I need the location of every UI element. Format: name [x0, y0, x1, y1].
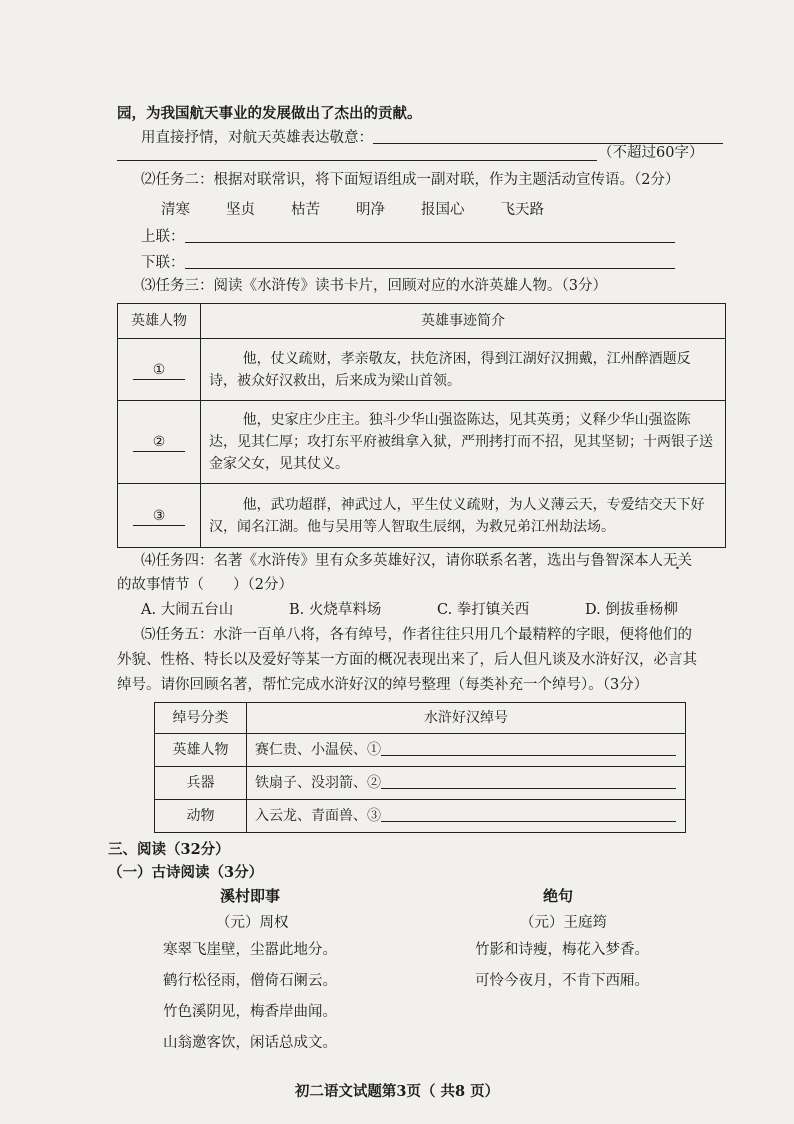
poem2-line-1: 竹影和诗瘦，梅花入梦香。 [475, 942, 649, 958]
nickname-table [154, 702, 686, 833]
upper-couplet [141, 227, 675, 247]
poem2-title: 绝句 [543, 887, 574, 905]
category-2: 兵器 [155, 767, 247, 800]
lower-blank[interactable] [185, 253, 675, 269]
nickname-list-2: 铁扇子、没羽箭、② [255, 775, 381, 791]
lower-label: 下联： [141, 255, 185, 271]
task4-line-2: 的故事情节（ ）（2分） [117, 577, 293, 593]
nickname-list-1: 赛仁贵、小温侯、① [255, 742, 381, 758]
answer-line[interactable] [117, 160, 597, 161]
task4-emphasis: 无关 [663, 553, 692, 569]
header-hero: 英雄人物 [118, 304, 201, 339]
header-nicknames: 水浒好汉绰号 [247, 703, 686, 734]
answer-blank[interactable] [373, 128, 723, 144]
word-6: 飞天路 [500, 202, 544, 218]
hero-1-cell [118, 339, 201, 401]
nickname-list-3: 入云龙、青面兽、③ [255, 808, 381, 824]
hero-2-cell [118, 401, 201, 484]
nickname-blank-1[interactable] [381, 740, 676, 756]
poem1-line-2: 鹤行松径雨，僧倚石阑云。 [163, 973, 337, 989]
reading-section-title: 三、阅读（32分） [108, 841, 230, 858]
task4-text: ⑷任务四：名著《水浒传》里有众多英雄好汉，请你联系名著，选出与鲁智深本人 [141, 553, 663, 569]
intro-prompt: 用直接抒情，对航天英雄表达敬意： [141, 130, 373, 146]
task4-line-1 [141, 551, 692, 571]
hero-2-story: 他，史家庄少庄主。独斗少华山强盗陈达，见其英勇；义释少华山强盗陈达，见其仁厚；攻打东平府被缉拿入狱，严刑拷打而不招，见其坚韧；十两银子送金家父女，见其仗义。 [201, 401, 726, 484]
poem2-author: （元）王庭筠 [520, 915, 607, 931]
hero-3-story: 他，武功超群，神武过人，平生仗义疏财，为人义薄云天，专爱结交天下好汉，闻名江湖。他与吴用等人智取生辰纲，为救兄弟江州劫法场。 [201, 484, 726, 548]
nickname-row-1 [247, 734, 686, 767]
hero-1-blank[interactable]: ① [133, 361, 185, 380]
category-3: 动物 [155, 800, 247, 833]
page-footer: 初二语文试题第3页（ 共8 页） [294, 1083, 500, 1100]
poem1-author: （元）周权 [216, 915, 289, 931]
word-1: 清寒 [161, 202, 190, 218]
task4-options [141, 600, 678, 620]
nickname-row-3 [247, 800, 686, 833]
category-1: 英雄人物 [155, 734, 247, 767]
task5-line-1: ⑸任务五：水浒一百单八将，各有绰号，作者往往只用几个最精粹的字眼，便将他们的 [141, 627, 692, 643]
poetry-subtitle: （一）古诗阅读（3分） [108, 864, 264, 881]
option-d[interactable]: D. 倒拔垂杨柳 [585, 602, 678, 618]
task3-title: ⑶任务三：阅读《水浒传》读书卡片，回顾对应的水浒英雄人物。（3分） [141, 278, 607, 294]
nickname-blank-3[interactable] [381, 806, 676, 822]
header-deeds: 英雄事迹简介 [201, 304, 726, 339]
poem1-line-4: 山翁邀客饮，闲话总成文。 [163, 1035, 337, 1051]
lower-couplet [141, 253, 675, 273]
poem1-line-3: 竹色溪阴见，梅香岸曲闻。 [163, 1004, 337, 1020]
word-3: 枯苦 [291, 202, 320, 218]
option-c[interactable]: C. 拳打镇关西 [437, 602, 530, 618]
hero-3-cell [118, 484, 201, 548]
hero-2-blank[interactable]: ② [133, 433, 185, 452]
word-4: 明净 [356, 202, 385, 218]
intro-line-1: 园，为我国航天事业的发展做出了杰出的贡献。 [117, 105, 422, 122]
option-b[interactable]: B. 火烧草料场 [289, 602, 382, 618]
task5-line-2: 外貌、性格、特长以及爱好等某一方面的概况表现出来了，后人但凡谈及水浒好汉，必言其 [117, 652, 697, 668]
nickname-blank-2[interactable] [381, 773, 676, 789]
task2-title: ⑵任务二：根据对联常识，将下面短语组成一副对联，作为主题活动宣传语。（2分） [141, 172, 680, 188]
poem2-body [475, 935, 649, 997]
header-category: 绰号分类 [155, 703, 247, 734]
poem1-line-1: 寒翠飞崖壁，尘嚣此地分。 [163, 942, 337, 958]
poem1-title: 溪村即事 [220, 887, 281, 905]
option-a[interactable]: A. 大闹五台山 [141, 602, 234, 618]
upper-label: 上联： [141, 229, 185, 245]
task2-words [161, 200, 580, 220]
word-limit: （不超过60字） [598, 145, 704, 161]
hero-1-story: 他，仗义疏财，孝亲敬友，扶危济困，得到江湖好汉拥戴，江州醉酒题反诗，被众好汉救出，后来成为梁山首领。 [201, 339, 726, 401]
word-5: 报国心 [421, 202, 465, 218]
upper-blank[interactable] [185, 227, 675, 243]
word-2: 坚贞 [226, 202, 255, 218]
poem2-line-2: 可怜今夜月，不肯下西厢。 [475, 973, 649, 989]
nickname-row-2 [247, 767, 686, 800]
poem1-body [163, 935, 337, 1059]
hero-3-blank[interactable]: ③ [133, 507, 185, 526]
hero-card-table [117, 303, 726, 548]
task5-line-3: 绰号。请你回顾名著，帮忙完成水浒好汉的绰号整理（每类补充一个绰号）。（3分） [117, 677, 649, 693]
